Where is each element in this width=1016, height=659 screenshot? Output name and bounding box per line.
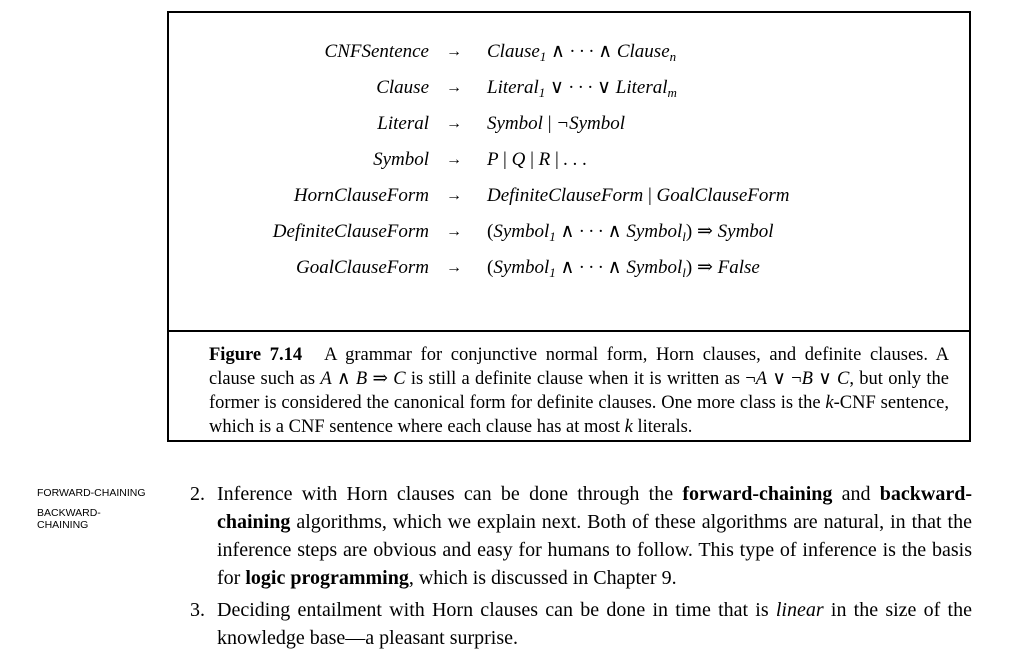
rule-lhs: CNFSentence	[324, 41, 429, 62]
rule-arrow: →	[446, 43, 462, 60]
figure-caption	[209, 343, 949, 439]
rule-lhs: GoalClauseForm	[296, 257, 429, 278]
list-item	[190, 596, 972, 652]
rule-rhs: (Symbol$_1$ ∧ · · · ∧ Symbol$_l$) ⇒ Symbol	[487, 221, 774, 244]
grammar-rule	[169, 145, 969, 175]
item-number: 2.	[190, 483, 205, 505]
rule-rhs: (Symbol$_1$ ∧ · · · ∧ Symbol$_l$) ⇒ False	[487, 257, 760, 280]
rule-arrow: →	[446, 115, 462, 132]
margin-note-forward-chaining: FORWARD-CHAINING	[37, 487, 146, 499]
rule-lhs: Literal	[377, 113, 429, 134]
item-text: Deciding entailment with Horn clauses can be done in time that is linear in the size of the knowledge base—a pleasant surprise.	[217, 599, 972, 649]
rule-arrow: →	[446, 259, 462, 276]
grammar-rule	[169, 109, 969, 139]
grammar-rule	[169, 181, 969, 211]
rule-arrow: →	[446, 187, 462, 204]
margin-notes	[37, 487, 157, 539]
rule-rhs: Clause$_1$ ∧ · · · ∧ Clause$_n$	[487, 41, 677, 64]
caption-text: A grammar for conjunctive normal form, Horn clauses, and definite clauses. A clause such as A ∧ B ⇒ C is still a definite clause when it is written as ¬A ∨ ¬B ∨ C, but only the former is considered the canonical form for definite clauses. One more class is the k-CNF sentence, which is a CNF sentence where each clause has at most k literals.	[209, 345, 949, 437]
margin-note-backward-chaining: BACKWARD- CHAINING	[37, 507, 101, 531]
item-text: Inference with Horn clauses can be done through the forward-chaining and backward-chaining algorithms, which we explain next. Both of these algorithms are natural, in that the inference steps are obvious and easy for humans to follow. This type of inference is the basis for logic programming, which is discussed in Chapter 9.	[217, 483, 972, 589]
rule-rhs: DefiniteClauseForm | GoalClauseForm	[487, 185, 790, 206]
grammar-rule	[169, 217, 969, 247]
rule-lhs: Symbol	[373, 149, 429, 170]
grammar-rule	[169, 37, 969, 67]
rule-arrow: →	[446, 151, 462, 168]
rule-lhs: Clause	[376, 77, 429, 98]
grammar-rule	[169, 73, 969, 103]
rule-lhs: HornClauseForm	[293, 185, 429, 206]
grammar-rule	[169, 253, 969, 283]
numbered-list	[190, 480, 972, 652]
rule-arrow: →	[446, 79, 462, 96]
rule-rhs: Literal$_1$ ∨ · · · ∨ Literal$_m$	[487, 77, 677, 100]
caption-divider	[169, 330, 969, 332]
rule-rhs: Symbol | ¬Symbol	[487, 113, 626, 134]
item-number: 3.	[190, 599, 205, 621]
list-item	[190, 480, 972, 592]
rule-rhs: P | Q | R | . . .	[487, 149, 588, 170]
rule-lhs: DefiniteClauseForm	[272, 221, 429, 242]
rule-arrow: →	[446, 223, 462, 240]
figure-label: Figure 7.14	[209, 345, 303, 365]
figure-7-14	[167, 11, 971, 442]
